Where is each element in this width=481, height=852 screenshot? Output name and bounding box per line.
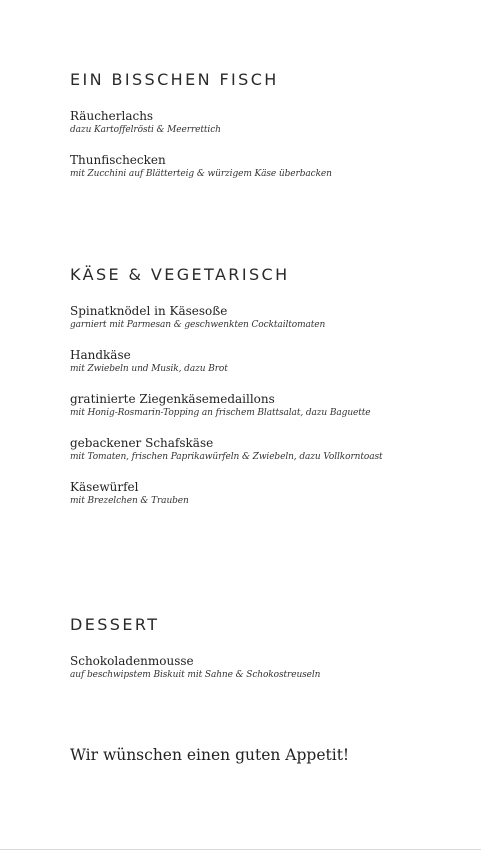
menu-item bbox=[70, 436, 470, 463]
section-dessert bbox=[70, 615, 470, 698]
menu-item bbox=[70, 304, 470, 331]
menu-item bbox=[70, 109, 470, 136]
menu-item bbox=[70, 654, 470, 681]
item-name: Käsewürfel bbox=[70, 480, 139, 494]
menu-item bbox=[70, 392, 470, 419]
menu-item bbox=[70, 480, 470, 507]
menu-item bbox=[70, 153, 470, 180]
item-name: gebackener Schafskäse bbox=[70, 436, 214, 450]
section-title: KÄSE & VEGETARISCH bbox=[70, 265, 290, 284]
item-description: mit Brezelchen & Trauben bbox=[70, 496, 189, 506]
closing-message: Wir wünschen einen guten Appetit! bbox=[70, 746, 350, 764]
item-name: Spinatknödel in Käsesoße bbox=[70, 304, 228, 318]
item-description: mit Zwiebeln und Musik, dazu Brot bbox=[70, 364, 228, 374]
item-name: gratinierte Ziegenkäsemedaillons bbox=[70, 392, 275, 406]
item-description: auf beschwipstem Biskuit mit Sahne & Schokostreuseln bbox=[70, 670, 321, 680]
page-divider bbox=[0, 849, 481, 850]
item-description: mit Tomaten, frischen Paprikawürfeln & Zwiebeln, dazu Vollkorntoast bbox=[70, 452, 383, 462]
item-name: Schokoladenmousse bbox=[70, 654, 194, 668]
item-description: mit Zucchini auf Blätterteig & würzigem Käse überbacken bbox=[70, 169, 332, 179]
item-description: garniert mit Parmesan & geschwenkten Cocktailtomaten bbox=[70, 320, 326, 330]
item-name: Räucherlachs bbox=[70, 109, 154, 123]
section-title: DESSERT bbox=[70, 615, 160, 634]
section-fish bbox=[70, 70, 470, 197]
item-name: Handkäse bbox=[70, 348, 131, 362]
menu-item bbox=[70, 348, 470, 375]
section-cheese-vegetarian bbox=[70, 265, 470, 524]
section-title: EIN BISSCHEN FISCH bbox=[70, 70, 279, 89]
item-description: mit Honig-Rosmarin-Topping an frischem Blattsalat, dazu Baguette bbox=[70, 408, 371, 418]
item-description: dazu Kartoffelrösti & Meerrettich bbox=[70, 125, 221, 135]
item-name: Thunfischecken bbox=[70, 153, 166, 167]
